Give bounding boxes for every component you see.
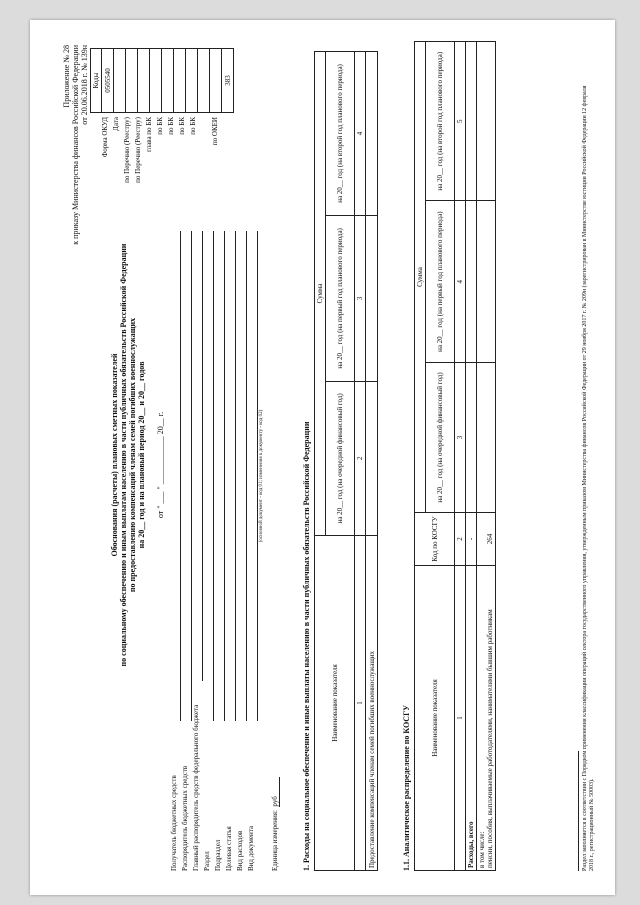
s11-pension-label — [477, 566, 496, 871]
label-glava: глава по БК — [145, 117, 153, 152]
code-bk-3 — [186, 49, 198, 113]
s11-head-name: Наименование показателя — [415, 566, 455, 871]
field-row — [225, 231, 236, 871]
field-label: Главный распорядитель средств федерального бюджета — [192, 704, 200, 871]
s11-cell — [466, 201, 477, 362]
label-date: Дата — [112, 117, 120, 131]
s1-head-y1: на 20__ год (на очередной финансовый год) — [326, 381, 355, 535]
field-label: Распорядитель бюджетных средств — [181, 765, 189, 871]
field-line — [247, 231, 258, 721]
code-bk-2 — [174, 49, 186, 113]
field-line — [225, 231, 236, 721]
label-bk-2: по БК — [167, 117, 175, 135]
field-line — [214, 231, 225, 721]
s11-head-y2: на 20__ год (на первый год планового периода) — [426, 201, 455, 362]
s11-head-sum: Сумма — [415, 42, 426, 513]
s1-head-name: Наименование показателя — [315, 536, 355, 871]
s1-cell — [366, 215, 378, 381]
s11-num-3: 3 — [455, 362, 466, 512]
s11-pension-code: 264 — [477, 513, 496, 566]
s1-head-y2: на 20__ год (на первый год планового периода) — [326, 215, 355, 381]
codes-labels — [101, 117, 222, 235]
code-registry-2 — [138, 49, 150, 113]
field-label: Подраздел — [214, 839, 222, 871]
codes-header: Коды — [91, 49, 102, 113]
field-line — [203, 231, 214, 721]
field-row — [236, 231, 247, 871]
code-blank — [210, 49, 222, 113]
s11-head-y1: на 20__ год (на очередной финансовый год) — [426, 362, 455, 512]
s11-num-4: 4 — [455, 201, 466, 362]
label-bk-1: по БК — [156, 117, 164, 135]
s1-row-label: Предоставление компенсаций членам семей погибших военнослужащих — [366, 536, 378, 871]
label-bk-4: по БК — [189, 117, 197, 135]
appendix-header — [62, 45, 89, 335]
code-okei: 383 — [222, 49, 234, 113]
s11-pension-text: пенсии, пособия, выплачиваемые работодателями, нанимателями бывшим работникам — [486, 609, 494, 868]
s11-num-5: 5 — [455, 42, 466, 201]
unit-label: Единица измерения: — [271, 810, 279, 871]
section11-title: 1.1. Аналитическое распределение по КОСГУ — [402, 704, 411, 871]
title-line-3: по предоставлению компенсаций членам семей погибших военнослужащих — [128, 317, 137, 593]
field-line — [181, 231, 192, 721]
field-line — [192, 231, 203, 681]
s1-num-2: 2 — [355, 381, 366, 535]
code-bk-1 — [162, 49, 174, 113]
s11-incl-label: в том числе: — [478, 831, 486, 868]
rotated-form — [30, 20, 615, 895]
s1-cell — [366, 381, 378, 535]
footnote: Раздел заполняется в соответствии с Порядком применения классификации операций сектора государственного управления, утвержденным приказом Министерства финансов Российской Федерации от 29 ноября 2017 г. № 209н (зарегистрирован в Министерстве юстиции Российской Федерации 12 февраля 2018 г., регистрационный № 50003). — [582, 85, 595, 871]
field-row — [170, 231, 181, 871]
date-line: от " ___ " ____________ 20__ г. — [156, 411, 165, 519]
header-fields — [170, 231, 280, 871]
document-page — [30, 20, 615, 895]
appendix-number: Приложение № 28 — [62, 45, 71, 108]
s11-cell — [466, 362, 477, 512]
s11-total-code: - — [466, 513, 477, 566]
code-bk-4 — [198, 49, 210, 113]
s1-head-sum: Сумма — [315, 52, 326, 536]
field-label: Вид расходов — [236, 830, 244, 871]
section1-title: 1. Расходы на социальное обеспечение и иные выплаты населению в части публичных обязательств Российской Федерации — [302, 421, 311, 871]
label-okud: Форма ОКУД — [101, 117, 109, 158]
field-row — [203, 231, 214, 871]
code-date — [114, 49, 126, 113]
code-registry-1 — [126, 49, 138, 113]
codes-table — [90, 48, 234, 113]
field-row — [181, 231, 192, 871]
label-registry-2: по Перечню (Реестру) — [134, 117, 142, 183]
s11-head-y3: на 20__ год (на второй год планового периода) — [426, 42, 455, 201]
label-okei: по ОКЕИ — [211, 117, 219, 146]
title-line-1: Обоснования (расчеты) плановых сметных показателей — [110, 353, 119, 557]
footnote-rule — [578, 751, 579, 871]
s1-num-3: 3 — [355, 215, 366, 381]
unit-row — [271, 231, 280, 871]
s11-num-1: 1 — [455, 566, 466, 871]
s1-head-y3: на 20__ год (на второй год планового периода) — [326, 52, 355, 216]
label-registry-1: по Перечню (Реестру) — [123, 117, 131, 183]
field-line — [170, 231, 181, 721]
title-line-2: по социальному обеспечению и иным выплатам населению в части публичных обязательств Российской Федерации — [119, 243, 128, 667]
s11-cell — [477, 42, 496, 201]
label-bk-3: по БК — [178, 117, 186, 135]
s11-head-code: Код по КОСГУ — [415, 513, 455, 566]
code-okud: 0505540 — [102, 49, 114, 113]
s1-num-1: 1 — [355, 536, 366, 871]
field-row — [214, 231, 225, 871]
appendix-date: от 20.06.2018 г. № 139н — [80, 45, 89, 125]
title-line-4: на 20__ год и на плановый период 20__ и 20__ годов — [137, 361, 146, 549]
s11-total-label: Расходы, всего — [466, 566, 477, 871]
label-blank — [200, 117, 211, 235]
unit-value: руб — [271, 777, 280, 807]
s11-cell — [477, 362, 496, 512]
appendix-order: к приказу Министерства финансов Российской Федерации — [71, 45, 80, 245]
doc-hint: (основной документ - код 01; изменения к документу - код 02) — [259, 409, 264, 543]
field-line — [236, 231, 247, 721]
s1-cell — [366, 52, 378, 216]
s11-cell — [466, 42, 477, 201]
field-label: Вид документа — [247, 825, 255, 871]
s11-num-2: 2 — [455, 513, 466, 566]
s1-num-4: 4 — [355, 52, 366, 216]
field-row — [192, 231, 203, 871]
field-label: Получатель бюджетных средств — [170, 775, 178, 871]
section11-table — [414, 41, 496, 871]
section1-table — [314, 51, 378, 871]
document-title — [110, 175, 146, 735]
s11-cell — [477, 201, 496, 362]
code-glava — [150, 49, 162, 113]
field-label: Раздел — [203, 851, 211, 871]
field-label: Целевая статья — [225, 826, 233, 871]
field-row — [247, 231, 258, 871]
